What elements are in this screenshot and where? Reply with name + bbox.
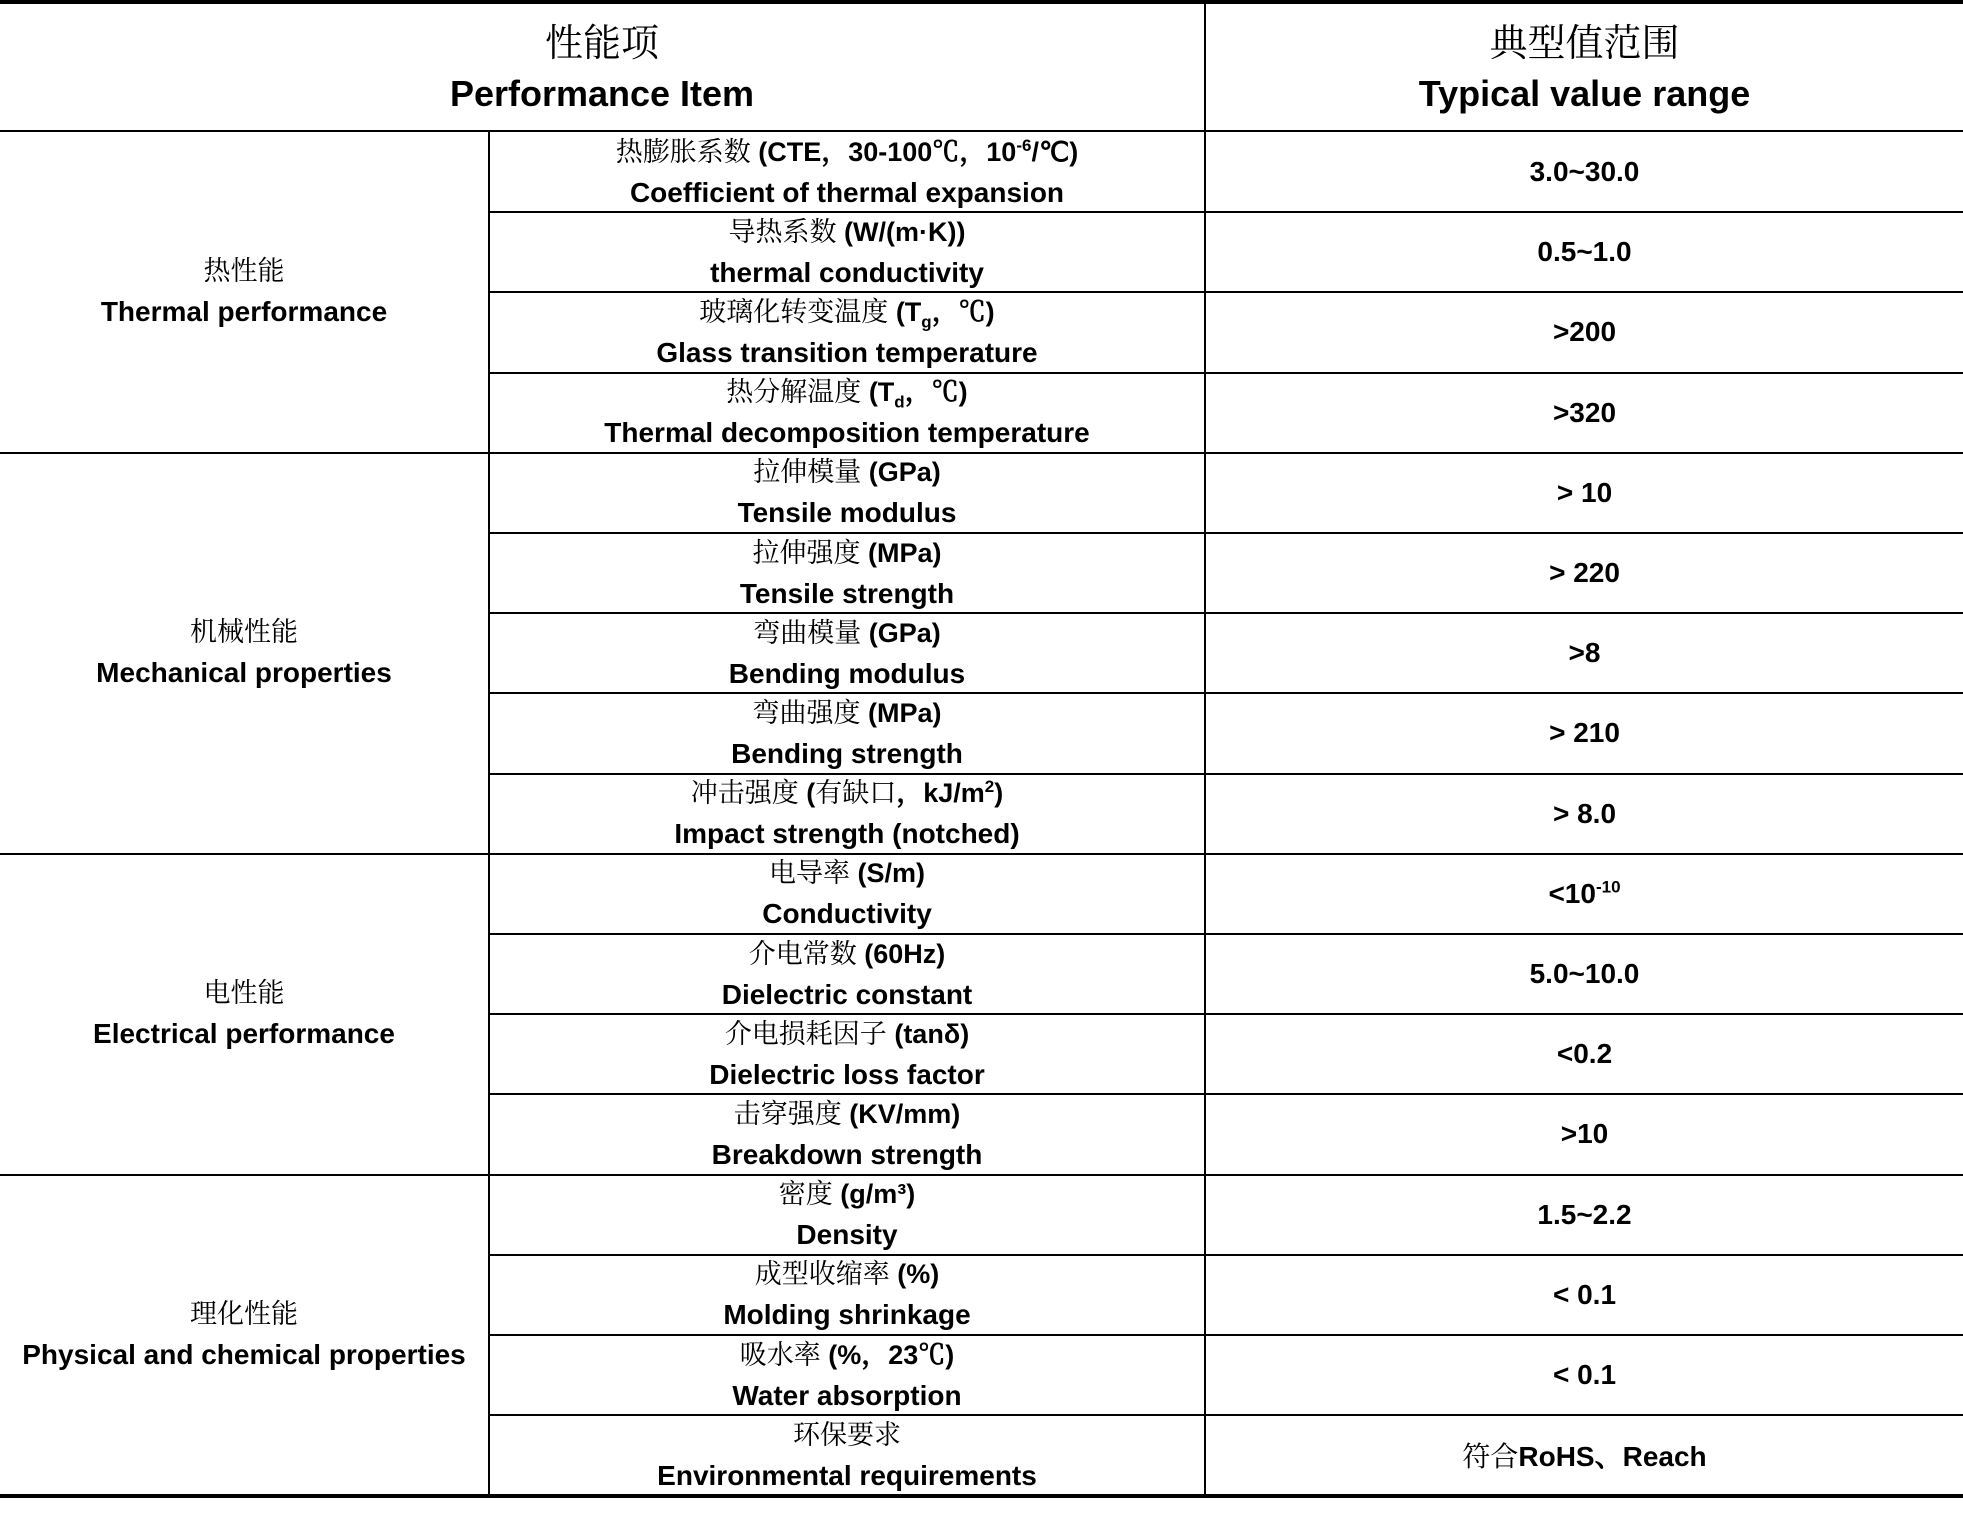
row-divider [0, 452, 1963, 454]
property-cell [490, 1415, 1204, 1495]
unit-subscript: g [921, 312, 932, 332]
typical-value [1553, 316, 1616, 348]
row-divider [488, 692, 1963, 694]
value-text: <0.2 [1556, 1038, 1613, 1070]
property-name-zh [779, 1174, 916, 1215]
value-text: > 220 [1549, 557, 1620, 589]
property-name-en: Thermal decomposition temperature [604, 417, 1090, 449]
row-divider [488, 1254, 1963, 1256]
property-cell [490, 1094, 1204, 1174]
unit-zh-text: 有缺口 [815, 778, 897, 810]
property-unit: (60Hz) [864, 938, 946, 969]
value-text: 0.5~1.0 [1537, 236, 1632, 268]
property-zh-text: 导热系数 [728, 216, 837, 248]
property-unit [806, 778, 1003, 808]
unit-text: (T [895, 296, 922, 327]
property-name-en: Molding shrinkage [723, 1299, 971, 1331]
row-divider [488, 1013, 1963, 1015]
typical-value [1569, 637, 1601, 669]
value-text: < 0.1 [1552, 1359, 1617, 1391]
property-unit: (%，23℃) [828, 1339, 955, 1370]
category-label-en: Electrical performance [93, 1018, 395, 1050]
value-text: > 8.0 [1552, 797, 1617, 829]
typical-value [1557, 477, 1612, 509]
row-divider [488, 773, 1963, 775]
property-zh-text: 拉伸模量 [753, 457, 862, 489]
category-cell [0, 854, 488, 1175]
property-cell [490, 533, 1204, 613]
value-text: >10 [1560, 1118, 1609, 1150]
value-cell [1206, 774, 1963, 854]
row-divider [488, 211, 1963, 213]
category-label-zh: 电性能 [203, 978, 285, 1010]
unit-text: (CTE，30-100℃，10 [758, 136, 1017, 167]
property-cell [490, 373, 1204, 453]
value-cell [1206, 212, 1963, 292]
property-cell [490, 132, 1204, 212]
property-zh-text: 热分解温度 [726, 377, 862, 409]
property-zh-text: 拉伸强度 [752, 537, 861, 569]
property-name-en: Tensile modulus [737, 497, 957, 529]
property-zh-text: 成型收缩率 [754, 1259, 890, 1291]
value-text: 1.5~2.2 [1537, 1198, 1632, 1230]
property-zh-text: 击穿强度 [733, 1098, 842, 1130]
unit-subscript: d [894, 392, 905, 412]
property-cell [490, 292, 1204, 372]
property-name-zh [740, 1335, 955, 1376]
value-zh-text: 符合 [1462, 1440, 1519, 1474]
category-label-zh: 机械性能 [190, 617, 298, 649]
property-name-en: Coefficient of thermal expansion [629, 176, 1065, 208]
property-unit: (tanδ) [894, 1018, 970, 1049]
value-text: >320 [1552, 396, 1617, 428]
property-cell [490, 1335, 1204, 1415]
header-performance-item [0, 4, 1204, 130]
row-divider [488, 291, 1963, 293]
value-cell [1206, 373, 1963, 453]
value-text: > 10 [1556, 476, 1613, 508]
value-text: 3.0~30.0 [1529, 156, 1640, 188]
category-label-zh: 热性能 [203, 256, 285, 288]
category-label-en: Physical and chemical properties [22, 1338, 466, 1370]
property-cell [490, 774, 1204, 854]
value-cell [1206, 1415, 1963, 1495]
value-cell [1206, 453, 1963, 533]
property-name-zh [793, 1415, 901, 1456]
property-name-en: Conductivity [762, 898, 932, 930]
header-item-en: Performance Item [449, 73, 755, 114]
property-unit: (GPa) [868, 617, 941, 648]
value-cell [1206, 1255, 1963, 1335]
property-unit: (GPa) [868, 457, 941, 488]
value-cell [1206, 1014, 1963, 1094]
value-cell [1206, 934, 1963, 1014]
property-zh-text: 电导率 [768, 858, 850, 890]
typical-value [1553, 1279, 1616, 1311]
property-name-en: Density [796, 1219, 898, 1251]
value-cell [1206, 613, 1963, 693]
typical-value [1530, 156, 1640, 188]
unit-text: (T [868, 377, 895, 408]
property-unit [868, 377, 968, 412]
value-cell [1206, 1175, 1963, 1255]
row-divider [0, 130, 1963, 132]
property-name-en: thermal conductivity [710, 256, 984, 288]
property-name-en: Environmental requirements [657, 1459, 1037, 1491]
property-cell [490, 212, 1204, 292]
property-name-zh [769, 853, 925, 894]
property-zh-text: 吸水率 [739, 1339, 821, 1371]
property-cell [490, 934, 1204, 1014]
property-cell [490, 453, 1204, 533]
unit-text: ( [806, 778, 816, 809]
property-zh-text: 密度 [778, 1179, 833, 1211]
column-divider [488, 130, 490, 1495]
value-text: RoHS、Reach [1518, 1441, 1707, 1473]
typical-value [1462, 1435, 1706, 1475]
property-cell [490, 1014, 1204, 1094]
property-zh-text: 介电损耗因子 [724, 1018, 887, 1050]
property-zh-text: 弯曲强度 [752, 697, 861, 729]
property-zh-text: 环保要求 [793, 1419, 901, 1451]
property-unit: (MPa) [868, 697, 942, 728]
property-name-zh [734, 1094, 961, 1135]
row-divider [0, 0, 1963, 4]
value-text: <10 [1548, 877, 1596, 909]
property-zh-text: 玻璃化转变温度 [699, 296, 889, 328]
unit-text: ，℃) [904, 377, 968, 408]
property-name-en: Water absorption [732, 1379, 962, 1411]
typical-value [1530, 958, 1640, 990]
row-divider [488, 933, 1963, 935]
property-name-zh [726, 372, 967, 413]
property-name-en: Impact strength (notched) [674, 818, 1020, 850]
typical-value [1537, 1199, 1631, 1231]
property-name-en: Dielectric loss factor [709, 1058, 985, 1090]
unit-text: ，kJ/m [896, 778, 985, 809]
property-zh-text: 弯曲模量 [753, 617, 862, 649]
property-unit: (g/m³) [840, 1179, 916, 1210]
header-item-zh: 性能项 [544, 21, 659, 65]
property-cell [490, 1175, 1204, 1255]
property-name-en: Breakdown strength [711, 1138, 983, 1170]
value-text: < 0.1 [1552, 1278, 1617, 1310]
unit-superscript: -6 [1016, 135, 1032, 155]
value-text: 5.0~10.0 [1529, 958, 1640, 990]
value-superscript: -10 [1595, 877, 1621, 897]
property-name-en: Bending modulus [728, 657, 966, 689]
property-zh-text: 冲击强度 [690, 778, 799, 810]
header-range-zh: 典型值范围 [1489, 21, 1680, 65]
typical-value [1549, 717, 1620, 749]
typical-value [1553, 397, 1616, 429]
row-divider [488, 532, 1963, 534]
typical-value [1553, 1359, 1616, 1391]
row-divider [0, 1174, 1963, 1176]
property-unit: (W/(m·K)) [844, 216, 966, 247]
property-name-zh [752, 693, 941, 734]
property-unit: (S/m) [857, 858, 925, 889]
row-divider [0, 853, 1963, 855]
property-name-zh [616, 132, 1079, 173]
typical-value [1561, 1118, 1609, 1150]
property-zh-text: 介电常数 [748, 938, 857, 970]
value-cell [1206, 1094, 1963, 1174]
property-cell [490, 693, 1204, 773]
property-name-zh [691, 773, 1004, 814]
property-cell [490, 613, 1204, 693]
value-text: > 210 [1549, 717, 1620, 749]
unit-text: ) [994, 778, 1004, 809]
property-name-zh [699, 292, 994, 333]
property-unit: (KV/mm) [849, 1098, 961, 1129]
property-unit: (MPa) [868, 537, 942, 568]
header-typical-range [1206, 4, 1963, 130]
property-name-zh [752, 533, 941, 574]
property-unit [758, 137, 1078, 167]
column-divider [1204, 0, 1206, 1495]
row-divider [0, 1494, 1963, 1498]
value-text: >8 [1568, 637, 1601, 669]
typical-value [1557, 1038, 1612, 1070]
row-divider [488, 1093, 1963, 1095]
row-divider [488, 1414, 1963, 1416]
row-divider [488, 1334, 1963, 1336]
typical-value [1553, 798, 1616, 830]
value-cell [1206, 854, 1963, 934]
value-text: >200 [1552, 316, 1617, 348]
value-cell [1206, 693, 1963, 773]
category-cell [0, 1175, 488, 1496]
category-label-zh: 理化性能 [190, 1298, 298, 1330]
value-cell [1206, 132, 1963, 212]
value-cell [1206, 292, 1963, 372]
row-divider [488, 612, 1963, 614]
property-name-zh [753, 452, 941, 493]
unit-text: ，℃) [931, 296, 995, 327]
property-zh-text: 热膨胀系数 [615, 136, 751, 168]
property-unit: (%) [897, 1259, 940, 1290]
property-name-zh [755, 1254, 940, 1295]
typical-value [1549, 557, 1620, 589]
property-cell [490, 1255, 1204, 1335]
property-name-en: Dielectric constant [721, 978, 973, 1010]
row-divider [488, 372, 1963, 374]
category-cell [0, 132, 488, 453]
property-name-en: Tensile strength [739, 577, 955, 609]
property-name-en: Glass transition temperature [656, 336, 1038, 368]
property-name-zh [749, 934, 946, 975]
property-unit [895, 296, 995, 332]
property-cell [490, 854, 1204, 934]
category-label-en: Mechanical properties [96, 657, 392, 689]
unit-text: /℃) [1031, 136, 1079, 167]
value-cell [1206, 1335, 1963, 1415]
header-range-en: Typical value range [1418, 73, 1751, 114]
property-name-zh [753, 613, 941, 654]
property-name-zh [725, 1014, 969, 1055]
typical-value [1537, 236, 1631, 268]
typical-value [1548, 878, 1620, 910]
property-name-en: Bending strength [731, 737, 963, 769]
category-label-en: Thermal performance [100, 296, 388, 328]
unit-superscript: 2 [984, 777, 995, 797]
category-cell [0, 453, 488, 854]
value-cell [1206, 533, 1963, 613]
property-name-zh [729, 212, 966, 253]
